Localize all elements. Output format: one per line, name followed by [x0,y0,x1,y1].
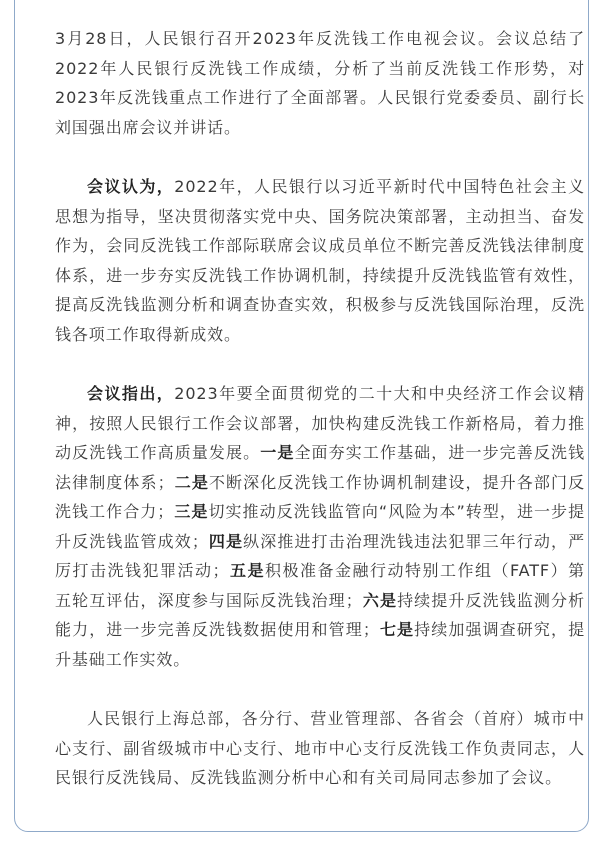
review-body: 2022年，人民银行以习近平新时代中国特色社会主义思想为指导，坚决贯彻落实党中央、国务院决策部署，主动担当、奋发作为，会同反洗钱工作部际联席会议成员单位不断完善反洗钱法律制度体系，进一步夯实反洗钱工作协调机制，持续提升反洗钱监管有效性，提高反洗钱监测分析和调查协查实效，积极参与反洗钱国际治理，反洗钱各项工作取得新成效。 [55,177,585,344]
task-label: 七是 [379,620,415,639]
task-label: 三是 [174,502,209,521]
task-text: 切实推动反洗钱监管向“风险为本”转型，进一步提升反洗钱监管成效； [55,502,585,551]
paragraph-meeting-tasks [55,379,585,674]
tasks-lead: 会议指出， [87,384,175,403]
task-label: 二是 [174,472,209,492]
task-text: 不断深化反洗钱工作协调机制建设，提升各部门反洗钱工作合力； [55,472,585,521]
paragraph-attendees: 人民银行上海总部，各分行、营业管理部、各省会（首府）城市中心支行、副省级城市中心支行、地市中心支行反洗钱工作负责同志，人民银行反洗钱局、反洗钱监测分析中心和有关司局同志参加了会议。 [55,709,585,787]
task-text: 纵深推进打击治理洗钱违法犯罪三年行动，严厉打击洗钱犯罪活动； [55,531,585,580]
paragraph-meeting-summary: 3月28日，人民银行召开2023年反洗钱工作电视会议。会议总结了2022年人民银行反洗钱工作成绩，分析了当前反洗钱工作形势，对2023年反洗钱重点工作进行了全面部署。人民银行党委委员、副行长刘国强出席会议并讲话。 [55,29,585,137]
task-label: 五是 [229,561,265,580]
task-text: 积极准备金融行动特别工作组（FATF）第五轮互评估，深度参与国际反洗钱治理； [55,561,585,610]
tasks-intro: 2023年要全面贯彻党的二十大和中央经济工作会议精神，按照人民银行工作会议部署，加快构建反洗钱工作新格局，着力推动反洗钱工作高质量发展。 [55,384,585,462]
review-lead: 会议认为， [87,177,175,196]
article-body [55,24,585,793]
task-label: 六是 [362,590,398,610]
task-text: 持续提升反洗钱监测分析能力，进一步完善反洗钱数据使用和管理； [55,590,586,639]
task-text: 持续加强调查研究，提升基础工作实效。 [55,620,585,669]
task-label: 四是 [208,531,244,551]
task-label: 一是 [260,443,295,462]
task-text: 全面夯实工作基础，进一步完善反洗钱法律制度体系； [55,443,585,492]
paragraph-meeting-review [55,172,585,349]
